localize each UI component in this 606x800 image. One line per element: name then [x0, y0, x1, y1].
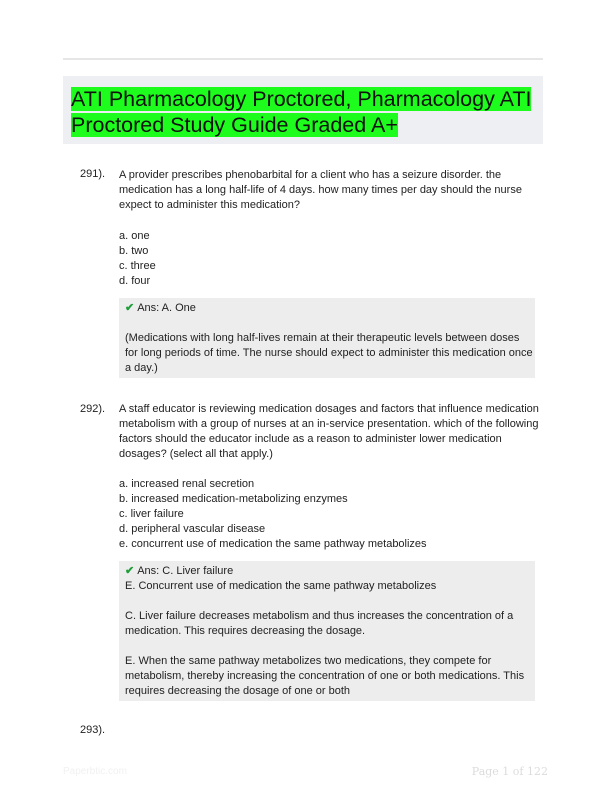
option-item: e. concurrent use of medication the same pathway metabolizes [119, 538, 427, 550]
footer-source: Paperbtic.com [63, 766, 127, 777]
answer-label: Ans: A. One [137, 302, 196, 314]
option-item: d. four [119, 275, 151, 287]
page-title-text: ATI Pharmacology Proctored, Pharmacology ATI Proctored Study Guide Graded A+ [71, 87, 532, 137]
question-number: 292). [80, 403, 106, 415]
option-item: a. one [119, 230, 150, 242]
check-icon: ✔ [125, 302, 135, 314]
question-number: 293). [80, 724, 106, 736]
answer-label: Ans: C. Liver failure [137, 565, 234, 577]
option-item: b. increased medication-metabolizing enzymes [119, 493, 348, 505]
page-title [71, 86, 543, 138]
page-number: Page 1 of 122 [471, 765, 548, 778]
check-icon: ✔ [125, 565, 135, 577]
answer-explanation: C. Liver failure decreases metabolism and thus increases the concentration of a medication. This requires decreasing the dosage. [125, 610, 514, 637]
option-item: c. liver failure [119, 508, 184, 520]
question-text: A staff educator is reviewing medication dosages and factors that influence medication metabolism with a group of nurses at an in-service presentation. which of the following factors should the educator include as a reason to administer lower medication dosages? (select all that apply.) [119, 403, 539, 460]
option-item: a. increased renal secretion [119, 478, 255, 490]
options-list [119, 477, 427, 552]
answer-explanation: (Medications with long half-lives remain at their therapeutic levels between doses for long periods of time. The nurse should expect to administer this medication once a day.) [125, 332, 533, 374]
top-divider [63, 58, 543, 60]
option-item: c. three [119, 260, 156, 272]
answer-box [119, 561, 535, 701]
question-number: 291). [80, 168, 106, 180]
options-list [119, 229, 156, 289]
question-text: A provider prescribes phenobarbital for a client who has a seizure disorder. the medication has a long half-life of 4 days. how many times per day should the nurse expect to administer this medication? [119, 169, 522, 211]
answer-box [119, 298, 535, 378]
answer-line: E. Concurrent use of medication the same pathway metabolizes [125, 580, 437, 592]
option-item: b. two [119, 245, 149, 257]
title-block [63, 76, 543, 144]
answer-explanation: E. When the same pathway metabolizes two medications, they compete for metabolism, thereby increasing the concentration of one or both medications. This requires decreasing the dosage of one or both [125, 655, 525, 697]
option-item: d. peripheral vascular disease [119, 523, 266, 535]
